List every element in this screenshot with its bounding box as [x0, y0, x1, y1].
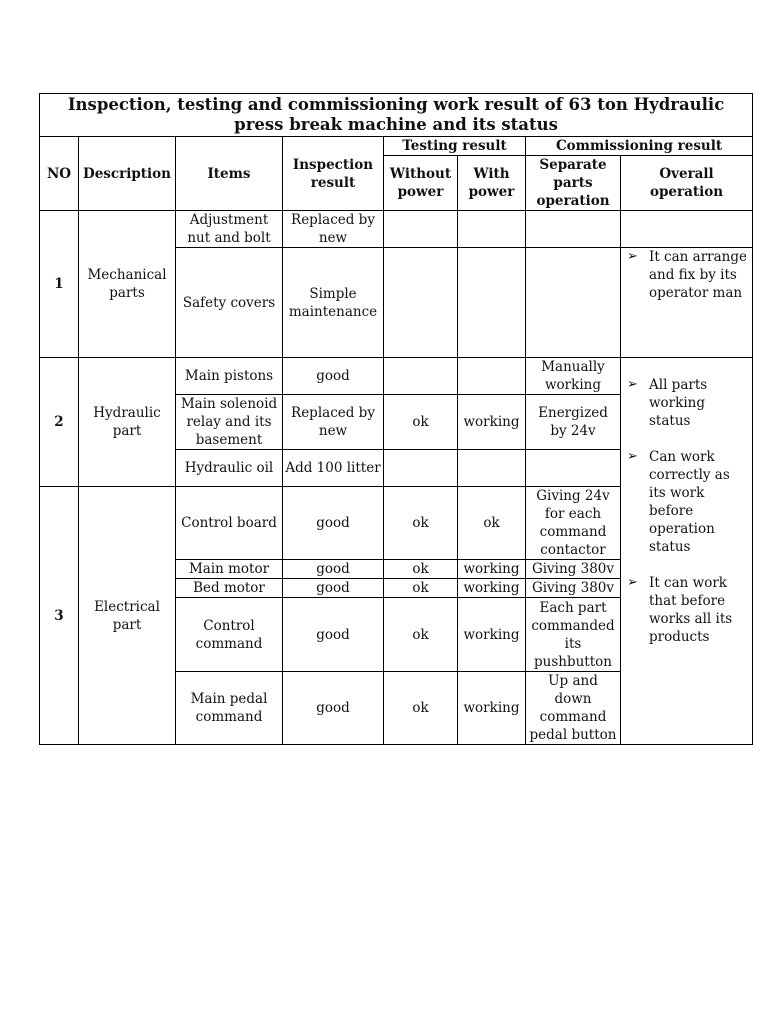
inspection-cell: good	[283, 358, 384, 395]
overall-bullet	[627, 574, 748, 646]
arrowhead-bullet-icon: ➢	[627, 449, 638, 464]
inspection-cell: Replaced by new	[283, 211, 384, 248]
arrowhead-bullet-icon: ➢	[627, 249, 638, 264]
with-power-cell: working	[458, 672, 526, 745]
row-number: 1	[40, 211, 79, 358]
table-row	[40, 358, 753, 395]
item-cell: Control command	[176, 598, 283, 672]
with-power-cell	[458, 450, 526, 487]
overall-text: It can arrange and fix by its operator man	[649, 249, 747, 301]
with-power-cell: working	[458, 598, 526, 672]
row-number: 2	[40, 358, 79, 487]
overall-bullet	[627, 376, 748, 430]
without-power-cell: ok	[384, 598, 458, 672]
separate-operation-cell	[526, 248, 621, 358]
overall-text: Can work correctly as its work before operation status	[649, 449, 730, 555]
with-power-cell: working	[458, 579, 526, 598]
item-cell: Adjustment nut and bolt	[176, 211, 283, 248]
with-power-cell: ok	[458, 487, 526, 560]
header-testing-result: Testing result	[384, 137, 526, 156]
row-description: Mechanical parts	[79, 211, 176, 358]
inspection-cell: good	[283, 672, 384, 745]
inspection-cell: Replaced by new	[283, 395, 384, 450]
inspection-cell: good	[283, 579, 384, 598]
header-no: NO	[40, 137, 79, 211]
header-description: Description	[79, 137, 176, 211]
overall-bullet	[627, 448, 748, 556]
row-description: Electrical part	[79, 487, 176, 745]
with-power-cell: working	[458, 395, 526, 450]
without-power-cell	[384, 358, 458, 395]
item-cell: Main pistons	[176, 358, 283, 395]
table-title: Inspection, testing and commissioning work result of 63 ton Hydraulic press break machine and its status	[40, 94, 753, 137]
separate-operation-cell: Energized by 24v	[526, 395, 621, 450]
header-with-power: With power	[458, 156, 526, 211]
inspection-cell: good	[283, 598, 384, 672]
item-cell: Bed motor	[176, 579, 283, 598]
overall-text: It can work that before works all its products	[649, 575, 733, 645]
without-power-cell: ok	[384, 672, 458, 745]
overall-operation-cell	[621, 211, 753, 248]
without-power-cell	[384, 248, 458, 358]
without-power-cell	[384, 211, 458, 248]
overall-bullet	[627, 248, 748, 302]
row-number: 3	[40, 487, 79, 745]
separate-operation-cell: Manually working	[526, 358, 621, 395]
item-cell: Main motor	[176, 560, 283, 579]
header-without-power: Without power	[384, 156, 458, 211]
inspection-cell: Add 100 litter	[283, 450, 384, 487]
header-inspection-result: Inspection result	[283, 137, 384, 211]
with-power-cell	[458, 211, 526, 248]
item-cell: Safety covers	[176, 248, 283, 358]
separate-operation-cell	[526, 211, 621, 248]
row-description: Hydraulic part	[79, 358, 176, 487]
table-row	[40, 211, 753, 248]
overall-text: All parts working status	[649, 377, 708, 429]
overall-operation-cell	[621, 358, 753, 745]
separate-operation-cell: Giving 24v for each command contactor	[526, 487, 621, 560]
inspection-cell: Simple maintenance	[283, 248, 384, 358]
item-cell: Hydraulic oil	[176, 450, 283, 487]
with-power-cell: working	[458, 560, 526, 579]
inspection-cell: good	[283, 487, 384, 560]
inspection-table	[39, 93, 753, 745]
without-power-cell: ok	[384, 487, 458, 560]
without-power-cell: ok	[384, 560, 458, 579]
header-overall-operation: Overall operation	[621, 156, 753, 211]
with-power-cell	[458, 248, 526, 358]
header-commissioning-result: Commissioning result	[526, 137, 753, 156]
separate-operation-cell: Giving 380v	[526, 579, 621, 598]
without-power-cell	[384, 450, 458, 487]
separate-operation-cell	[526, 450, 621, 487]
inspection-cell: good	[283, 560, 384, 579]
item-cell: Control board	[176, 487, 283, 560]
header-items: Items	[176, 137, 283, 211]
without-power-cell: ok	[384, 395, 458, 450]
separate-operation-cell: Giving 380v	[526, 560, 621, 579]
arrowhead-bullet-icon: ➢	[627, 575, 638, 590]
header-separate-parts-operation: Separate parts operation	[526, 156, 621, 211]
arrowhead-bullet-icon: ➢	[627, 377, 638, 392]
separate-operation-cell: Up and down command pedal button	[526, 672, 621, 745]
with-power-cell	[458, 358, 526, 395]
without-power-cell: ok	[384, 579, 458, 598]
separate-operation-cell: Each part commanded its pushbutton	[526, 598, 621, 672]
item-cell: Main solenoid relay and its basement	[176, 395, 283, 450]
overall-operation-cell	[621, 248, 753, 358]
item-cell: Main pedal command	[176, 672, 283, 745]
